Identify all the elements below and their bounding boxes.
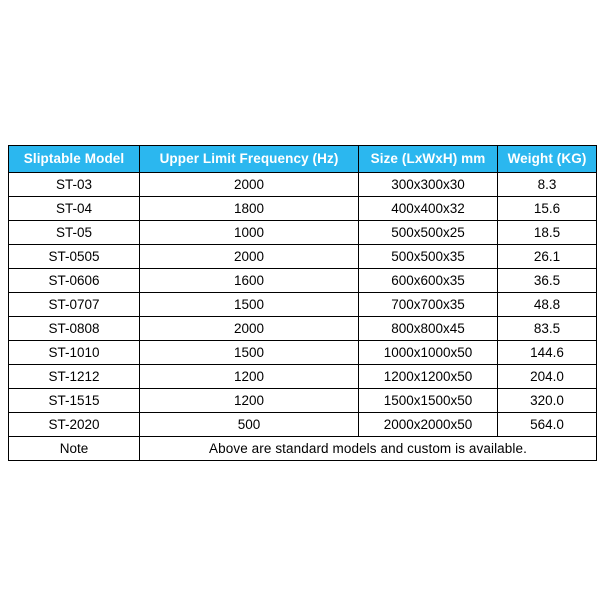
table-row (9, 365, 597, 389)
cell-frequency: 2000 (140, 173, 359, 197)
table-row (9, 173, 597, 197)
cell-model: ST-2020 (9, 413, 140, 437)
cell-frequency: 1200 (140, 389, 359, 413)
cell-size: 600x600x35 (359, 269, 498, 293)
cell-size: 500x500x25 (359, 221, 498, 245)
cell-model: ST-0505 (9, 245, 140, 269)
cell-frequency: 500 (140, 413, 359, 437)
table-row (9, 245, 597, 269)
cell-weight: 320.0 (498, 389, 597, 413)
cell-frequency: 2000 (140, 245, 359, 269)
note-text: Above are standard models and custom is available. (140, 437, 597, 461)
table-header-row (9, 146, 597, 173)
cell-size: 1000x1000x50 (359, 341, 498, 365)
cell-size: 500x500x35 (359, 245, 498, 269)
table-header (9, 146, 597, 173)
table-row (9, 341, 597, 365)
cell-frequency: 1200 (140, 365, 359, 389)
cell-model: ST-0707 (9, 293, 140, 317)
table-body (9, 173, 597, 461)
cell-frequency: 1000 (140, 221, 359, 245)
cell-weight: 564.0 (498, 413, 597, 437)
cell-frequency: 1500 (140, 341, 359, 365)
table-row (9, 197, 597, 221)
cell-model: ST-03 (9, 173, 140, 197)
table-row (9, 221, 597, 245)
table-row (9, 317, 597, 341)
table-row (9, 269, 597, 293)
cell-size: 400x400x32 (359, 197, 498, 221)
column-header-size: Size (LxWxH) mm (359, 146, 498, 173)
cell-model: ST-1010 (9, 341, 140, 365)
table-row (9, 389, 597, 413)
cell-size: 700x700x35 (359, 293, 498, 317)
cell-weight: 83.5 (498, 317, 597, 341)
cell-size: 2000x2000x50 (359, 413, 498, 437)
cell-weight: 8.3 (498, 173, 597, 197)
cell-weight: 204.0 (498, 365, 597, 389)
cell-model: ST-04 (9, 197, 140, 221)
cell-weight: 144.6 (498, 341, 597, 365)
cell-weight: 26.1 (498, 245, 597, 269)
cell-frequency: 1500 (140, 293, 359, 317)
table-row (9, 293, 597, 317)
cell-model: ST-1515 (9, 389, 140, 413)
cell-size: 1500x1500x50 (359, 389, 498, 413)
cell-frequency: 1800 (140, 197, 359, 221)
table-row (9, 413, 597, 437)
cell-size: 300x300x30 (359, 173, 498, 197)
spec-table-container (8, 145, 592, 461)
cell-frequency: 1600 (140, 269, 359, 293)
cell-size: 1200x1200x50 (359, 365, 498, 389)
cell-weight: 15.6 (498, 197, 597, 221)
sliptable-spec-table (8, 145, 597, 461)
note-label: Note (9, 437, 140, 461)
column-header-model: Sliptable Model (9, 146, 140, 173)
cell-model: ST-0606 (9, 269, 140, 293)
cell-weight: 48.8 (498, 293, 597, 317)
cell-model: ST-0808 (9, 317, 140, 341)
cell-weight: 18.5 (498, 221, 597, 245)
cell-frequency: 2000 (140, 317, 359, 341)
column-header-weight: Weight (KG) (498, 146, 597, 173)
table-note-row (9, 437, 597, 461)
cell-model: ST-1212 (9, 365, 140, 389)
cell-size: 800x800x45 (359, 317, 498, 341)
cell-weight: 36.5 (498, 269, 597, 293)
column-header-frequency: Upper Limit Frequency (Hz) (140, 146, 359, 173)
cell-model: ST-05 (9, 221, 140, 245)
